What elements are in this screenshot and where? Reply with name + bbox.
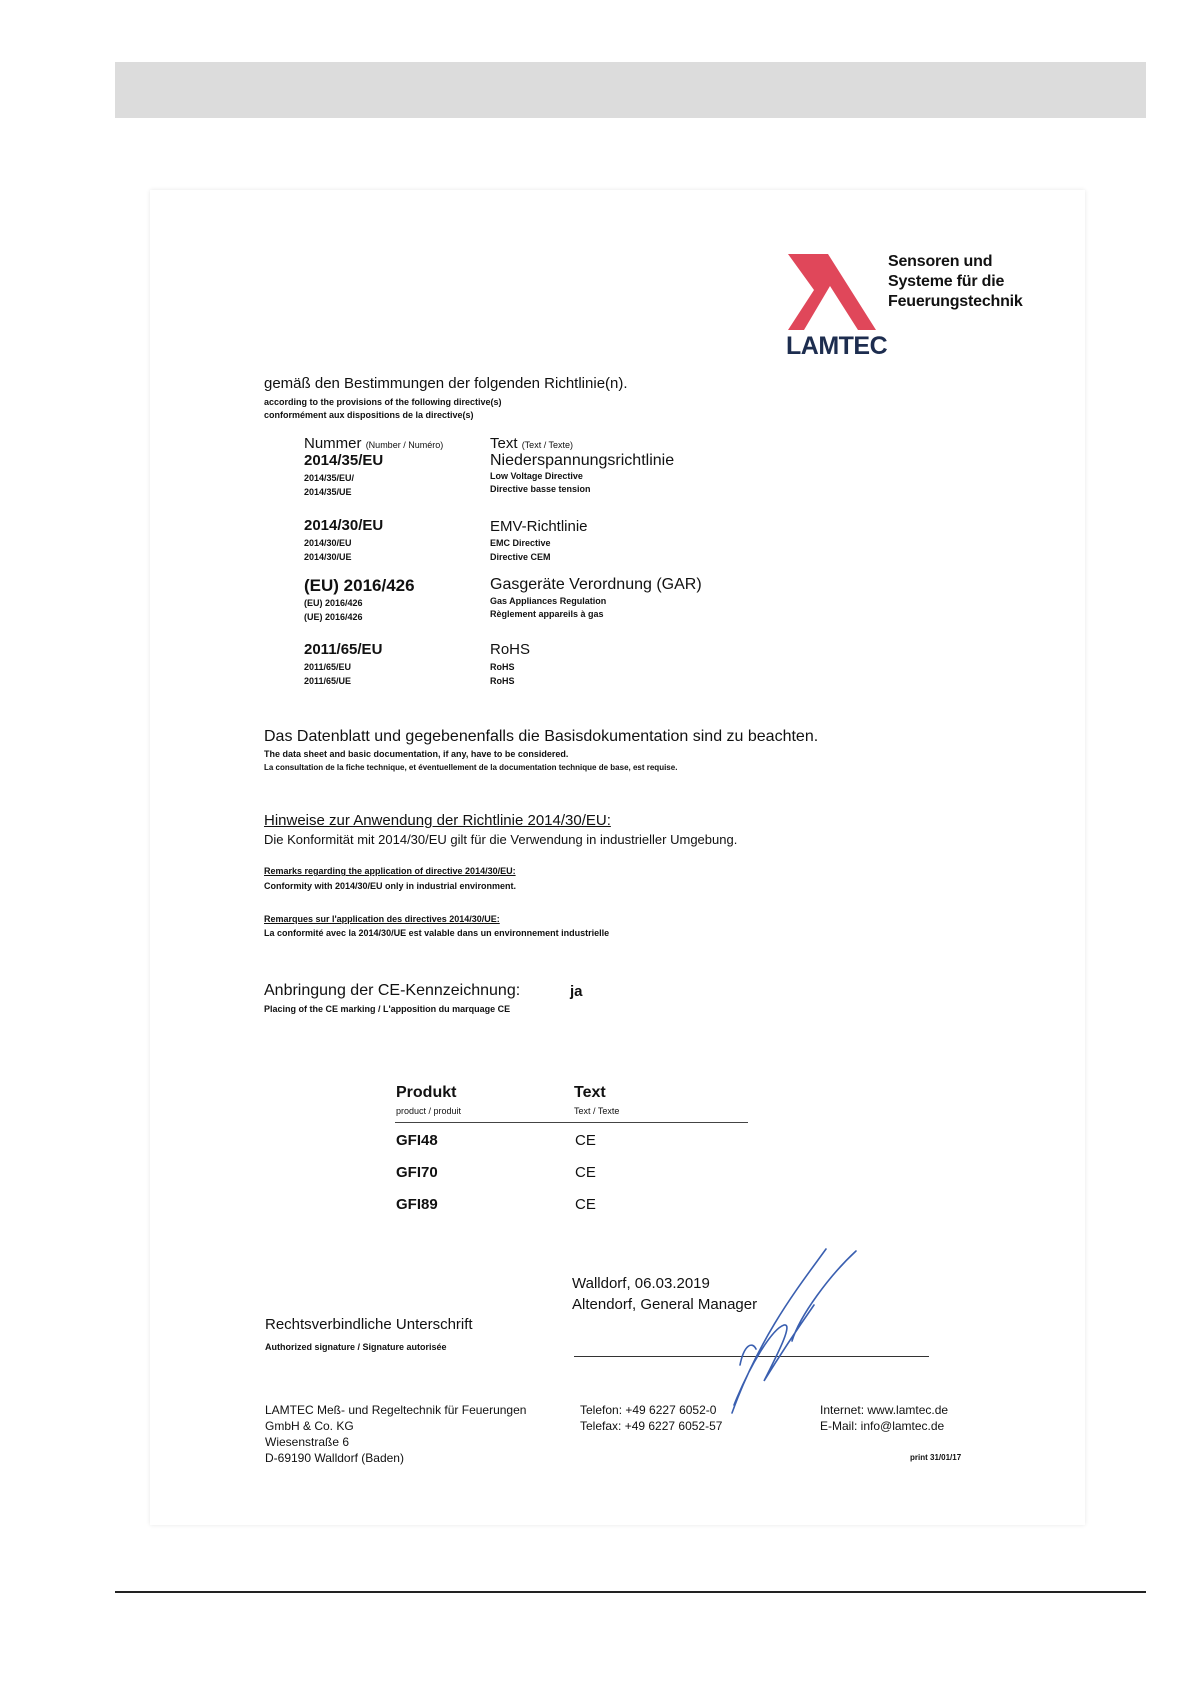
company-contact	[580, 1402, 722, 1434]
directive-code: 2014/35/EU	[304, 452, 384, 469]
logo-triangle-shape	[788, 254, 876, 330]
table-cell-product: GFI89	[396, 1196, 438, 1213]
number-column-header	[304, 435, 443, 452]
directive-code-en: 2014/35/EU/	[304, 473, 355, 483]
hints-text-de: Die Konformität mit 2014/30/EU gilt für die Verwendung in industrieller Umgebung.	[264, 832, 738, 847]
directive-name-en: RoHS	[490, 662, 515, 672]
directive-name: Gasgeräte Verordnung (GAR)	[490, 576, 702, 593]
directive-code-fr: (UE) 2016/426	[304, 612, 363, 622]
hints-title-en: Remarks regarding the application of directive 2014/30/EU:	[264, 866, 516, 876]
tagline-line: Sensoren und	[888, 253, 993, 270]
directive-code-en: (EU) 2016/426	[304, 598, 363, 608]
number-sub-label: (Number / Numéro)	[365, 440, 444, 450]
ce-marking-sub: Placing of the CE marking / L'apposition du marquage CE	[264, 1004, 511, 1014]
directive-code-fr: 2011/65/UE	[304, 676, 352, 686]
directive-name-en: Gas Appliances Regulation	[490, 596, 607, 606]
directive-name-fr: Directive basse tension	[490, 484, 591, 494]
company-web	[820, 1402, 948, 1434]
datasheet-note-fr: La consultation de la fiche technique, et éventuellement de la documentation technique de base, est requise.	[264, 763, 678, 772]
internet-address: Internet: www.lamtec.de	[820, 1403, 949, 1417]
company-address	[265, 1402, 526, 1466]
table-cell-product: GFI70	[396, 1164, 438, 1181]
directives-intro-fr: conformément aux dispositions de la directive(s)	[264, 410, 474, 420]
text-column-sub: Text / Texte	[574, 1106, 620, 1116]
directives-intro-en: according to the provisions of the following directive(s)	[264, 397, 502, 407]
signature-stroke	[732, 1249, 856, 1413]
hints-title-de: Hinweise zur Anwendung der Richtlinie 2014/30/EU:	[264, 812, 611, 829]
lamtec-logo-icon	[780, 250, 890, 335]
text-sub-label: (Text / Texte)	[521, 440, 574, 450]
ce-marking-label: Anbringung der CE-Kennzeichnung:	[264, 982, 521, 999]
directive-code: 2011/65/EU	[304, 641, 383, 658]
directive-name: EMV-Richtlinie	[490, 518, 588, 535]
tagline-line: Systeme für die	[888, 273, 1005, 290]
table-cell-text: CE	[575, 1196, 596, 1213]
directive-name: RoHS	[490, 641, 531, 658]
fax-number: Telefax: +49 6227 6052-57	[580, 1419, 723, 1433]
directive-code-fr: 2014/35/UE	[304, 487, 352, 497]
text-label: Text	[490, 435, 518, 452]
hints-title-fr: Remarques sur l'application des directives 2014/30/UE:	[264, 914, 500, 924]
directive-code-en: 2011/65/EU	[304, 662, 352, 672]
table-cell-product: GFI48	[396, 1132, 438, 1149]
hints-text-en: Conformity with 2014/30/EU only in industrial environment.	[264, 881, 517, 891]
address-line: LAMTEC Meß- und Regeltechnik für Feuerungen	[265, 1403, 527, 1417]
address-line: D-69190 Walldorf (Baden)	[265, 1451, 404, 1465]
address-line: GmbH & Co. KG	[265, 1419, 354, 1433]
directive-code-fr: 2014/30/UE	[304, 552, 352, 562]
directive-code: 2014/30/EU	[304, 517, 384, 534]
ce-marking-value: ja	[570, 983, 583, 1000]
number-label: Nummer	[304, 435, 362, 452]
table-cell-text: CE	[575, 1132, 596, 1149]
signature-label-sub: Authorized signature / Signature autorisée	[265, 1342, 447, 1352]
table-header-rule	[395, 1122, 748, 1123]
directive-name-fr: Règlement appareils à gas	[490, 609, 604, 619]
signature-label: Rechtsverbindliche Unterschrift	[265, 1316, 473, 1333]
directive-code: (EU) 2016/426	[304, 576, 415, 595]
directive-name: Niederspannungsrichtlinie	[490, 452, 675, 469]
directive-name-fr: Directive CEM	[490, 552, 551, 562]
datasheet-note-en: The data sheet and basic documentation, if any, have to be considered.	[264, 749, 569, 759]
directives-intro-de: gemäß den Bestimmungen der folgenden Richtlinie(n).	[264, 375, 628, 392]
place-date: Walldorf, 06.03.2019	[572, 1275, 710, 1292]
email-address: E-Mail: info@lamtec.de	[820, 1419, 945, 1433]
table-cell-text: CE	[575, 1164, 596, 1181]
directive-name-fr: RoHS	[490, 676, 515, 686]
signer-name: Altendorf, General Manager	[572, 1296, 758, 1313]
directive-name-en: EMC Directive	[490, 538, 551, 548]
address-line: Wiesenstraße 6	[265, 1435, 350, 1449]
product-column-header: Produkt	[396, 1084, 457, 1101]
datasheet-note-de: Das Datenblatt und gegebenenfalls die Basisdokumentation sind zu beachten.	[264, 728, 819, 745]
hints-text-fr: La conformité avec la 2014/30/UE est valable dans un environnement industrielle	[264, 928, 610, 938]
print-code: print 31/01/17	[910, 1453, 962, 1462]
text-column-header	[490, 435, 573, 452]
page-header-bar	[115, 62, 1146, 118]
page-footer-rule	[115, 1591, 1146, 1593]
phone-number: Telefon: +49 6227 6052-0	[580, 1403, 717, 1417]
text-column-header: Text	[574, 1084, 606, 1101]
brand-tagline	[888, 252, 1078, 312]
directive-code-en: 2014/30/EU	[304, 538, 352, 548]
handwritten-signature-icon	[680, 1245, 860, 1415]
tagline-line: Feuerungstechnik	[888, 293, 1023, 310]
product-column-sub: product / produit	[396, 1106, 462, 1116]
directive-name-en: Low Voltage Directive	[490, 471, 583, 481]
logo-wordmark: LAMTEC	[786, 332, 888, 360]
